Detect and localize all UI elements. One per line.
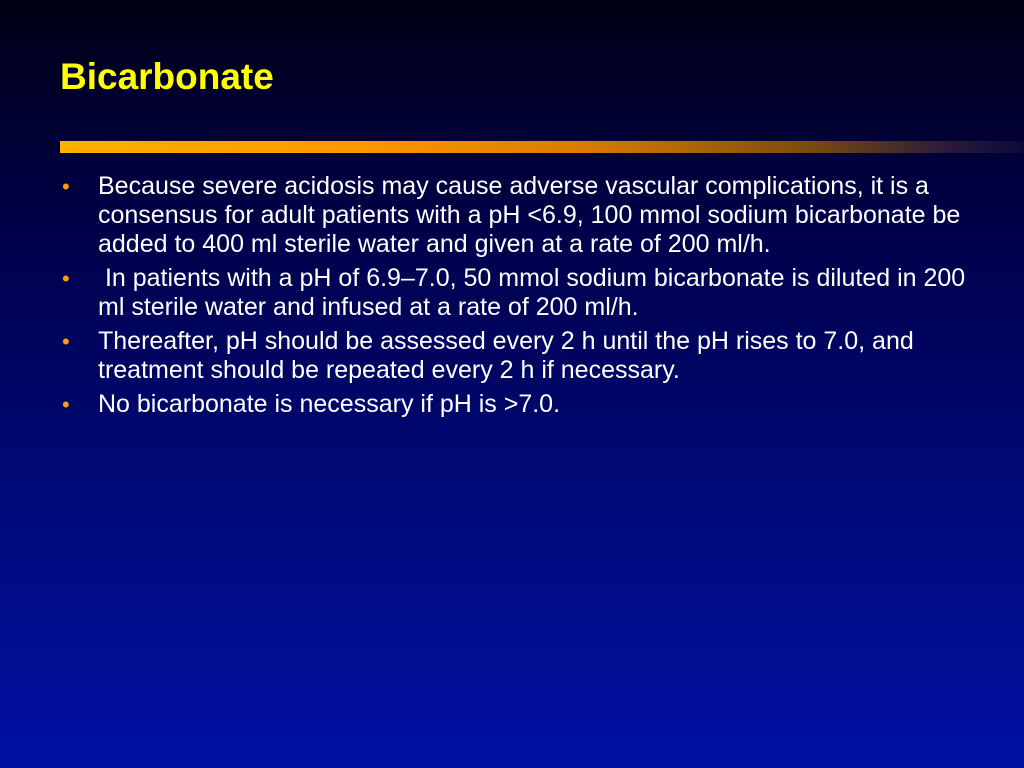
- bullet-marker: •: [62, 329, 70, 354]
- bullet-text: Because severe acidosis may cause adverse vascular complications, it is a consensus for adult patients with a pH <6.9, 100 mmol sodium bicarbonate be added to 400 ml sterile water and given at a rate of 200 ml/h.: [98, 172, 968, 258]
- bullet-marker: •: [62, 266, 70, 291]
- bullet-text: No bicarbonate is necessary if pH is >7.0.: [98, 390, 561, 418]
- title-underline-rule: [60, 141, 1024, 153]
- bullet-text: Thereafter, pH should be assessed every 2 h until the pH rises to 7.0, and treatment should be repeated every 2 h if necessary.: [98, 327, 921, 384]
- bullet-item: [60, 264, 980, 322]
- bullet-list: [60, 172, 980, 424]
- bullet-marker: •: [62, 392, 70, 417]
- bullet-item: [60, 390, 980, 419]
- slide-title: Bicarbonate: [60, 56, 274, 97]
- bullet-item: [60, 172, 980, 259]
- bullet-marker: •: [62, 174, 70, 199]
- bullet-text: In patients with a pH of 6.9–7.0, 50 mmol sodium bicarbonate is diluted in 200 ml sterile water and infused at a rate of 200 ml/h.: [98, 264, 973, 321]
- bullet-item: [60, 327, 980, 385]
